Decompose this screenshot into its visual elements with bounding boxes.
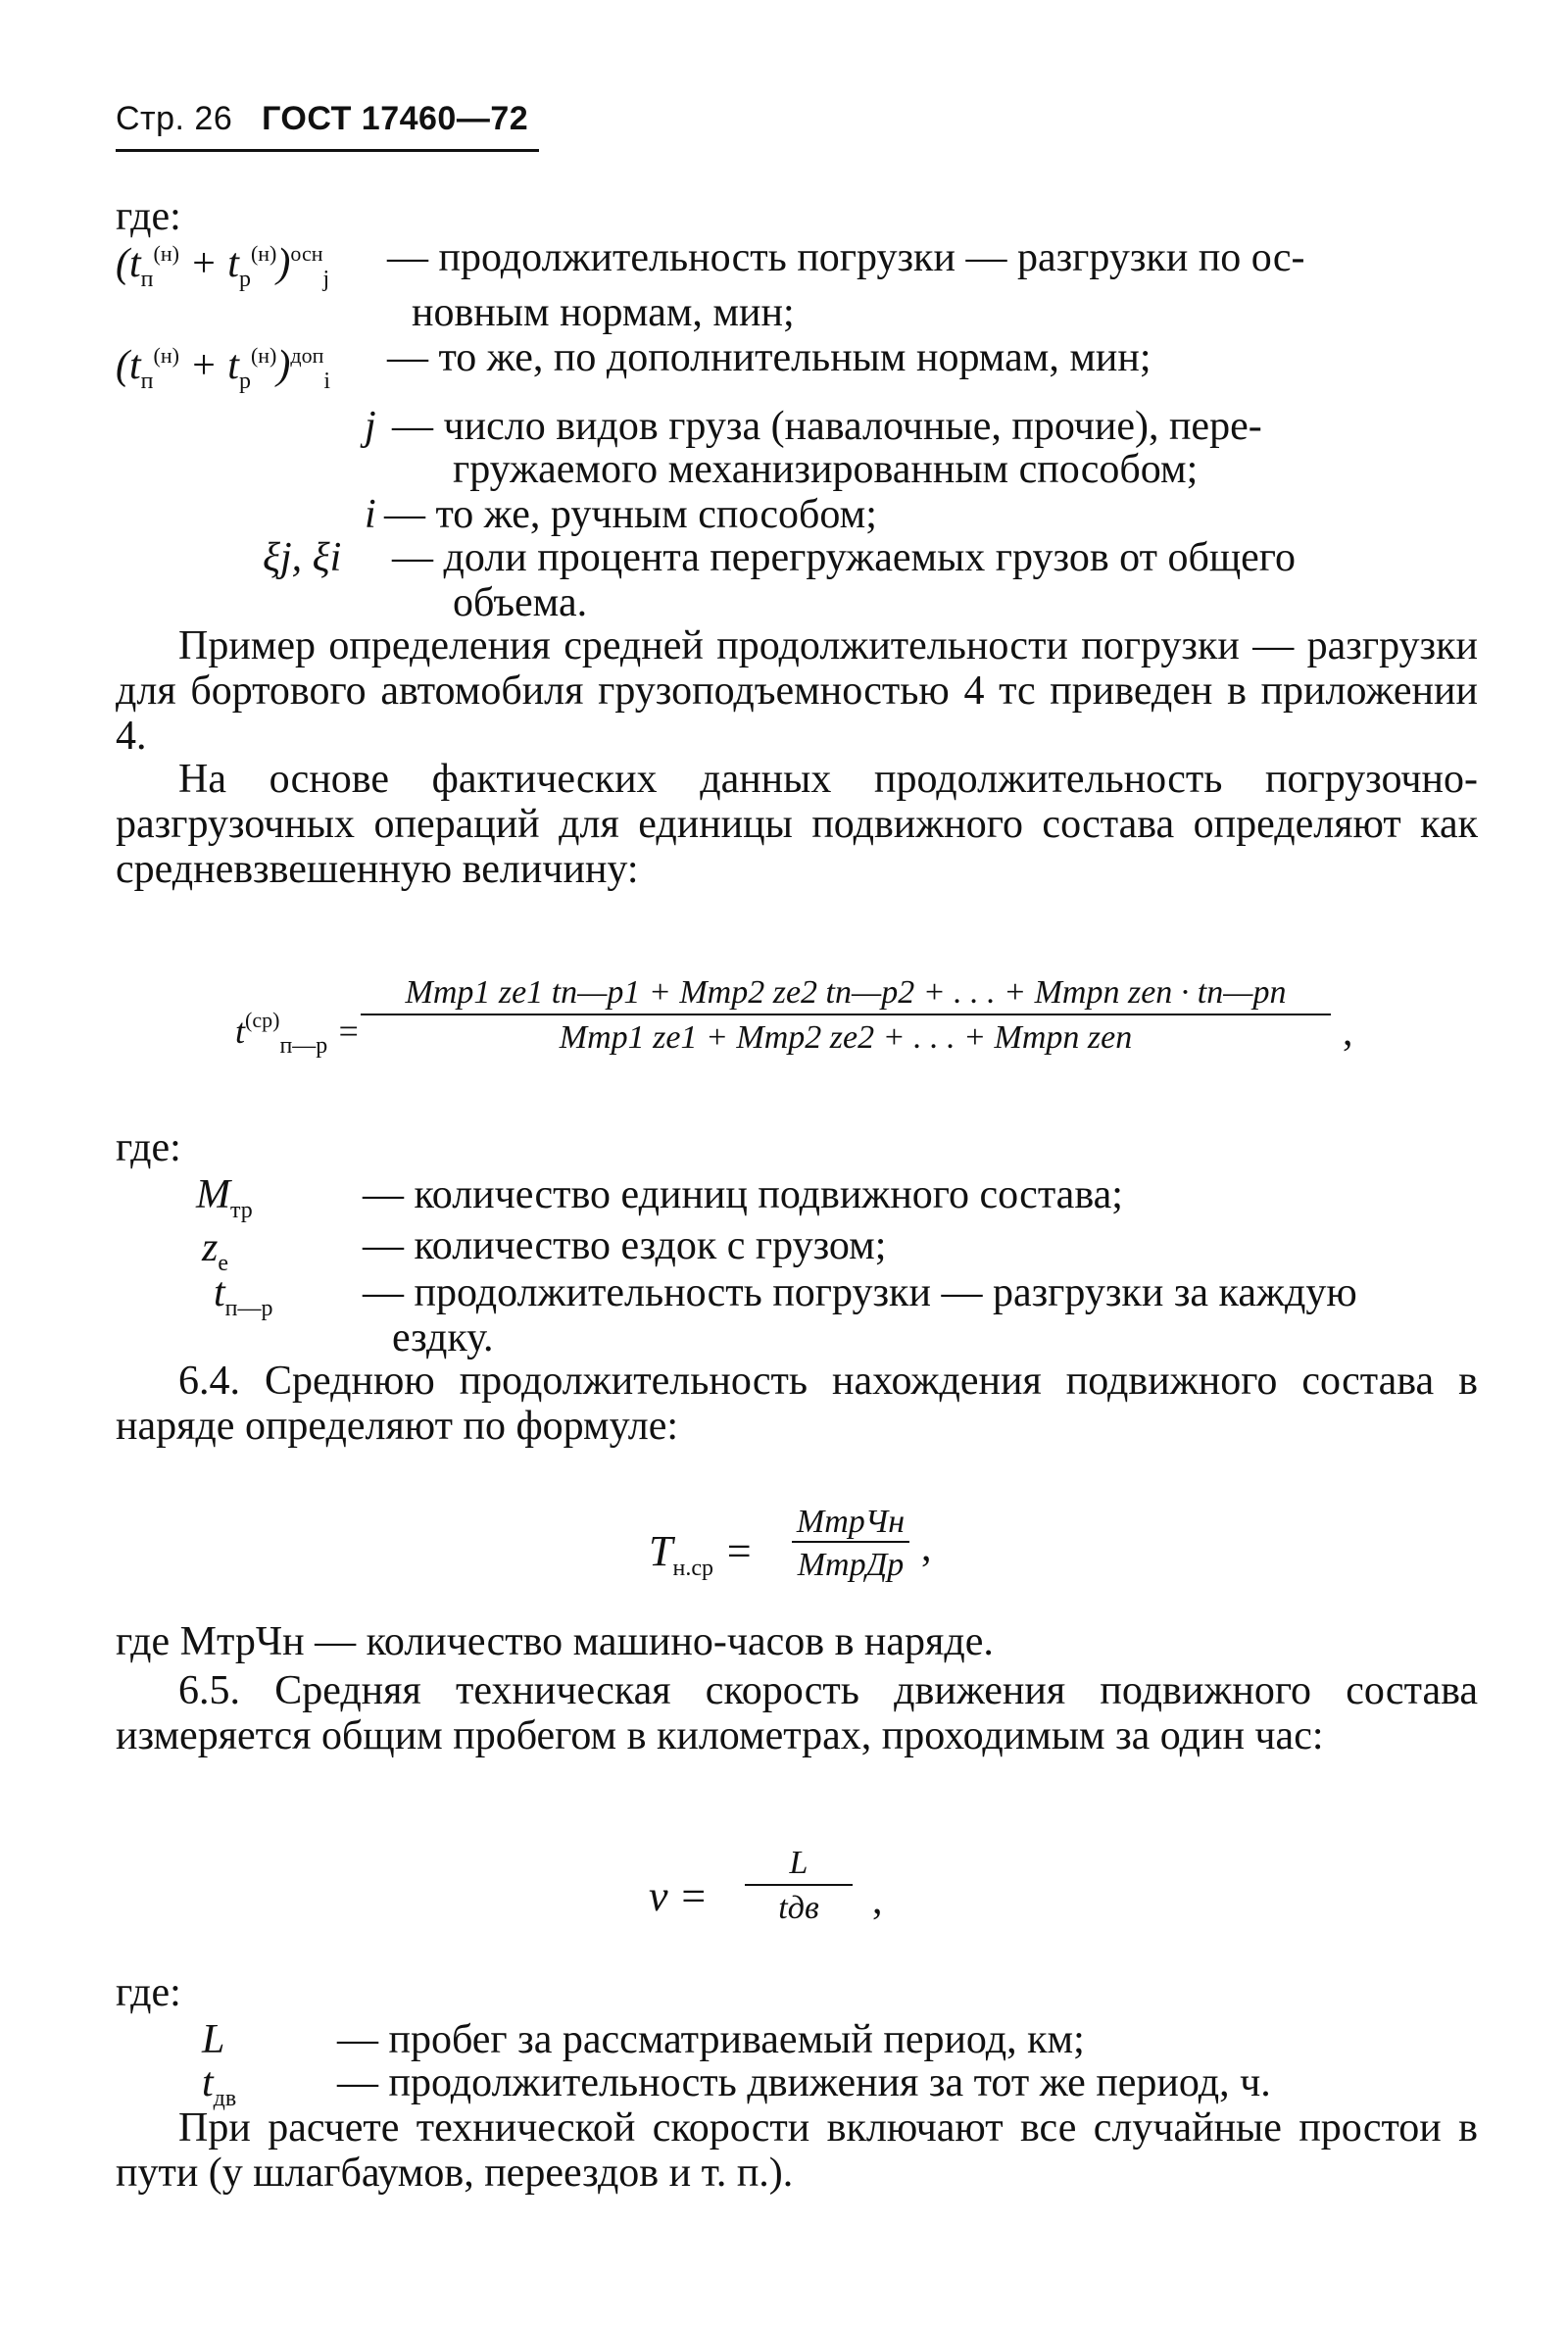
paragraph-machine-hours: где MтрЧн — количество машино-часов в наряде. [116, 1619, 994, 1664]
definition-term-xi: ξj, ξi [263, 535, 342, 580]
header-rule [116, 149, 539, 152]
where-label-1: где: [116, 194, 181, 239]
formula3-lhs: v = [649, 1872, 709, 1920]
formula1-fraction [361, 970, 1331, 1059]
definition-cont-tpr: ездку. [392, 1315, 494, 1360]
formula3-comma: , [872, 1878, 883, 1923]
definition-text-ze: — количество ездок с грузом; [363, 1223, 887, 1268]
paragraph-example: Пример определения средней продолжительности погрузки — разгрузки для бортового автомобиля грузоподъемностью 4 тс приведен в приложении 4. [116, 623, 1478, 759]
formula3-fraction [745, 1841, 853, 1929]
definition-term-j: j [365, 404, 376, 449]
definition-text-load-main: — продолжительность погрузки — разгрузки по ос- [387, 235, 1305, 280]
paragraph-6-5: 6.5. Средняя техническая скорость движения подвижного состава измеряется общим пробегом в километрах, проходимым за один час: [116, 1668, 1478, 1758]
formula3-denominator: tдв [778, 1890, 819, 1926]
formula1-numerator: Mтр1 ze1 tп—р1 + Mтр2 ze2 tп—р2 + . . . + Mтрn zen · tп—рn [405, 974, 1287, 1011]
definition-cont-load-main: новным нормам, мин; [412, 290, 795, 335]
definition-cont-xi: объема. [453, 580, 588, 625]
formula2-numerator: MтрЧн [796, 1504, 906, 1540]
formula2-lhs: $T_{н.ср}$ = [649, 1527, 754, 1581]
formula1-denominator: Mтр1 ze1 + Mтр2 ze2 + . . . + Mтрn zen [559, 1019, 1133, 1056]
definition-term-tpr: $t_{п—р}$ [214, 1270, 273, 1321]
definition-term-i: i [365, 492, 376, 537]
formula2-comma: , [921, 1525, 932, 1570]
formula2-fraction [792, 1500, 909, 1584]
definition-term-ze: $z_е$ [202, 1225, 229, 1276]
definition-text-load-extra: — то же, по дополнительным нормам, мин; [387, 335, 1152, 380]
paragraph-6-4: 6.4. Среднюю продолжительность нахождения подвижного состава в наряде определяют по формуле: [116, 1359, 1478, 1449]
paragraph-fact-data: На основе фактических данных продолжительность погрузочно-разгрузочных операций для единицы подвижного состава определяют как средневзвешенную величину: [116, 757, 1478, 892]
definition-text-l: — пробег за рассматриваемый период, км; [337, 2017, 1085, 2062]
formula3-numerator: L [789, 1845, 808, 1881]
formula2-denominator: MтрДр [797, 1547, 905, 1583]
definition-term-mtr: $M_{тр}$ [196, 1172, 253, 1223]
definition-text-tdv: — продолжительность движения за тот же период, ч. [337, 2060, 1271, 2105]
where-label-2: где: [116, 1125, 181, 1170]
definition-term-l: L [202, 2017, 225, 2062]
definition-text-j: — число видов груза (навалочные, прочие), пере- [392, 404, 1262, 449]
page-header [116, 96, 528, 141]
paragraph-random-stops: При расчете технической скорости включают все случайные простои в пути (у шлагбаумов, переездов и т. п.). [116, 2105, 1478, 2196]
where-label-3: где: [116, 1970, 181, 2015]
page-number: Стр. 26 [116, 100, 233, 137]
standard-code: ГОСТ 17460—72 [262, 100, 529, 137]
definition-text-mtr: — количество единиц подвижного состава; [363, 1172, 1123, 1217]
definition-cont-j: гружаемого механизированным способом; [453, 447, 1199, 492]
formula1-lhs: $t^{(ср)}_{п—р}$ = [235, 1008, 361, 1059]
formula1-comma: , [1343, 1010, 1353, 1055]
definition-text-xi: — доли процента перегружаемых грузов от общего [392, 535, 1296, 580]
definition-text-tpr: — продолжительность погрузки — разгрузки за каждую [363, 1270, 1357, 1315]
definition-term-load-extra: $(t_п^{(н)} + t_р^{(н)})^{доп}_i$ [116, 343, 331, 394]
definition-term-tdv: $t_{дв}$ [202, 2060, 237, 2111]
definition-term-load-main: $(t_п^{(н)} + t_р^{(н)})^{осн}_j$ [116, 241, 330, 292]
definition-text-i: — то же, ручным способом; [384, 492, 877, 537]
